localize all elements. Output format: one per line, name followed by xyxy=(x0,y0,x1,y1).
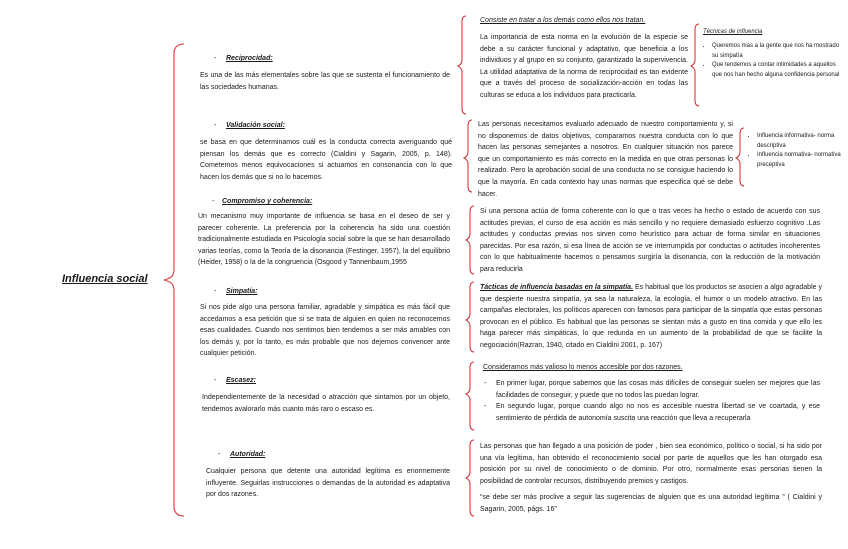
heading-simpatia: Simpatía: xyxy=(226,288,258,295)
bullet-dash: - xyxy=(214,377,217,384)
definition-simpatia: Si nos pide algo una persona familiar, agradable y simpática es más fácil que accedamos a esa petición que si se trata de alguien en quien no reconocemos esas cualidades. Cuando nos sentimos bien tendemos a ser más amables con los demás y, por lo tanto, es más probable que nos dejemos convencer ante cualquier petición. xyxy=(200,304,450,358)
heading-validacion: Validación social: xyxy=(226,122,285,129)
tecnicas-list xyxy=(703,42,844,80)
list-item xyxy=(484,401,820,424)
brace-reciprocidad xyxy=(458,16,466,114)
brace-compromiso xyxy=(466,206,474,274)
simpatia-detail-text: Es habitual que los productos se asocien a algo agradable y que despierte nuestra simpatía, ya sea la naturaleza, la ecología, el humor o un modelo atractivo. En las campañas electorales, los políticos aparecen con famosos para participar de la simpatía que estas personas provocan en el público. Es habitual que las personas se sientan más a gusto en tina comida y que ello les haga parecer más simpáticas, lo que redunda en un aumento de la probabilidad de que se facilite la negociación(Razran, 1940, citado en Cialdini 2001, p. 167) xyxy=(480,284,822,349)
definition-reciprocidad: Es una de las más elementales sobre las que se sustenta el funcionamiento de las sociedades humanas. xyxy=(200,72,450,91)
reciprocidad-detail: La importancia de esta norma en la evolución de la especie se debe a su carácter funcional y adaptativo, que beneficia a los individuos y al grupo en su conjunto, garantizado la supervivencia. La utilidad adaptativa de la norma de reciprocidad es tan evidente que a través del proceso de socialización-acción en todas las culturas se educa a los individuos para practicarla. xyxy=(480,34,688,99)
escasez-detail-title: Consideramos más valioso lo menos accesible por dos razones. xyxy=(483,364,683,371)
influencias-list xyxy=(748,132,848,170)
definition-autoridad: Cualquier persona que detente una autoridad legítima es enormemente influyente. Seguirlas instrucciones o demandas de la autoridad es adaptativa por dos razones. xyxy=(206,468,450,499)
brace-influencias xyxy=(736,128,744,186)
validacion-detail: Las personas necesitamos evaluarlo adecuado de nuestro comportamiento y, si no disponemos de datos objetivos, comparamos nuestra conducta con lo que hacen las personas semejantes a nosotros. En cualquier situación nos parece que un comportamiento es más correcto en la medida en que otras personas lo realizado. Pero la aprobación social de una conducta no se consigue haciendo lo que la mayoría. En cada contexto hay unas normas que especifica qué se debe hacer. xyxy=(478,121,733,198)
heading-reciprocidad: Reciprocidad: xyxy=(226,55,273,62)
main-brace xyxy=(164,44,184,516)
list-item: • Influencia informativa- norma descriptiva xyxy=(757,132,848,151)
list-item: • Queremos más a la gente que nos ha mostrado su simpatía xyxy=(712,42,844,61)
bullet-dash: - xyxy=(484,403,487,411)
tecnicas-title: Técnicas de influencia xyxy=(703,29,763,35)
simpatia-detail xyxy=(480,282,822,352)
brace-autoridad xyxy=(466,440,474,516)
autoridad-detail: Las personas que han llegado a una posición de poder , bien sea económico, político o social, si ha sido por una vía legítima, han obtenido el reconocimiento social por parte de aquellos que les han otorgado esa posición por su nivel de conocimiento o de dominio. Por otro, normalmente esas personas tienen la posibilidad de controlar recursos, distribuyendo premios y castigos. xyxy=(480,443,822,485)
brace-escasez xyxy=(466,362,474,430)
compromiso-detail: Si una persona actúa de forma coherente con lo que o tras veces ha hecho o estado de acuerdo con sus actitudes previas, el curso de esa acción es más sencillo y no requiere demasiado esfuerzo cognitivo .Las actitudes y conductas previas nos sirven como heurístico para actuar de forma similar en situaciones parecidas. Por esa razón, si esa línea de acción se ve interrumpida por conductas o actitudes incoherentes con lo que habitualmente hacemos o pensamos surgiría la disonancia, con la reducción de la motivación para reducirla xyxy=(480,208,820,273)
list-item: • Influencia normativa- normativa preceptiva xyxy=(757,151,848,170)
bullet-dash: - xyxy=(214,122,217,129)
escasez-points xyxy=(484,378,820,424)
list-item-text: En segundo lugar, porque cuando algo no nos es accesible nuestra libertad se ve coartada, y ese sentimiento de pérdida de autonomía suscita una reacción que lleva a recuperarla xyxy=(496,403,820,422)
bullet-dash: - xyxy=(484,380,487,387)
bullet-dash: - xyxy=(212,198,215,205)
main-title: Influencia social xyxy=(62,273,148,285)
definition-compromiso: Un mecanismo muy importante de influencia se basa en el deseo de ser y parecer coherente. La preferencia por la coherencia ha sido una cuestión tradicionalmente estudiada en Psicología social sobre la que se han desarrollado varias teorías, como la Teoría de la disonancia (Festinger, 1957), la del equilibrio (Heider, 1958) o la de la congruencia (Osgood y Tannenbaum,1955 xyxy=(198,213,450,267)
brace-validacion xyxy=(464,120,472,192)
list-item-text: En primer lugar, porque sabemos que las cosas más difíciles de conseguir suelen ser mejores que las facilidades de conseguir, y puede que no todos las puedan lograr. xyxy=(496,380,820,399)
heading-autoridad: Autoridad: xyxy=(230,451,266,458)
bullet-dash: - xyxy=(214,55,217,62)
brace-simpatia xyxy=(466,282,474,352)
heading-compromiso: Compromiso y coherencia: xyxy=(222,198,313,205)
reciprocidad-detail-title: Consiste en tratar a los demás como ellos nos tratan. xyxy=(480,17,646,24)
list-item xyxy=(484,378,820,401)
definition-validacion: se basa en que determinamos cuál es la conducta correcta averiguando qué piensan los demás que es correcto (Cialdini y Sagarin, 2005, p. 148). Cometemos menos equivocaciones si actuamos en consonancia con lo que hacen los demás que si no lo hacemos. xyxy=(200,139,452,181)
bullet-dash: - xyxy=(218,451,221,458)
autoridad-quote: “se debe ser más proclive a seguir las sugerencias de alguien que es una autoridad legítima ” ( Cialdini y Sagarin, 2005, págs. 16” xyxy=(480,494,822,513)
bullet-dash: - xyxy=(214,288,217,295)
definition-escasez: Independientemente de la necesidad o atracción que sintamos por un objeto, tendemos avalorarlo más cuanto más raro o escaso es. xyxy=(202,394,450,413)
list-item: • Que tendemos a contar intimidades a aquellos que nos han hecho alguna confidencia personal xyxy=(712,61,844,80)
heading-escasez: Escasez: xyxy=(226,377,256,384)
brace-tecnicas xyxy=(691,24,699,106)
simpatia-detail-title: Tácticas de influencia basadas en la simpatía. xyxy=(480,284,634,291)
